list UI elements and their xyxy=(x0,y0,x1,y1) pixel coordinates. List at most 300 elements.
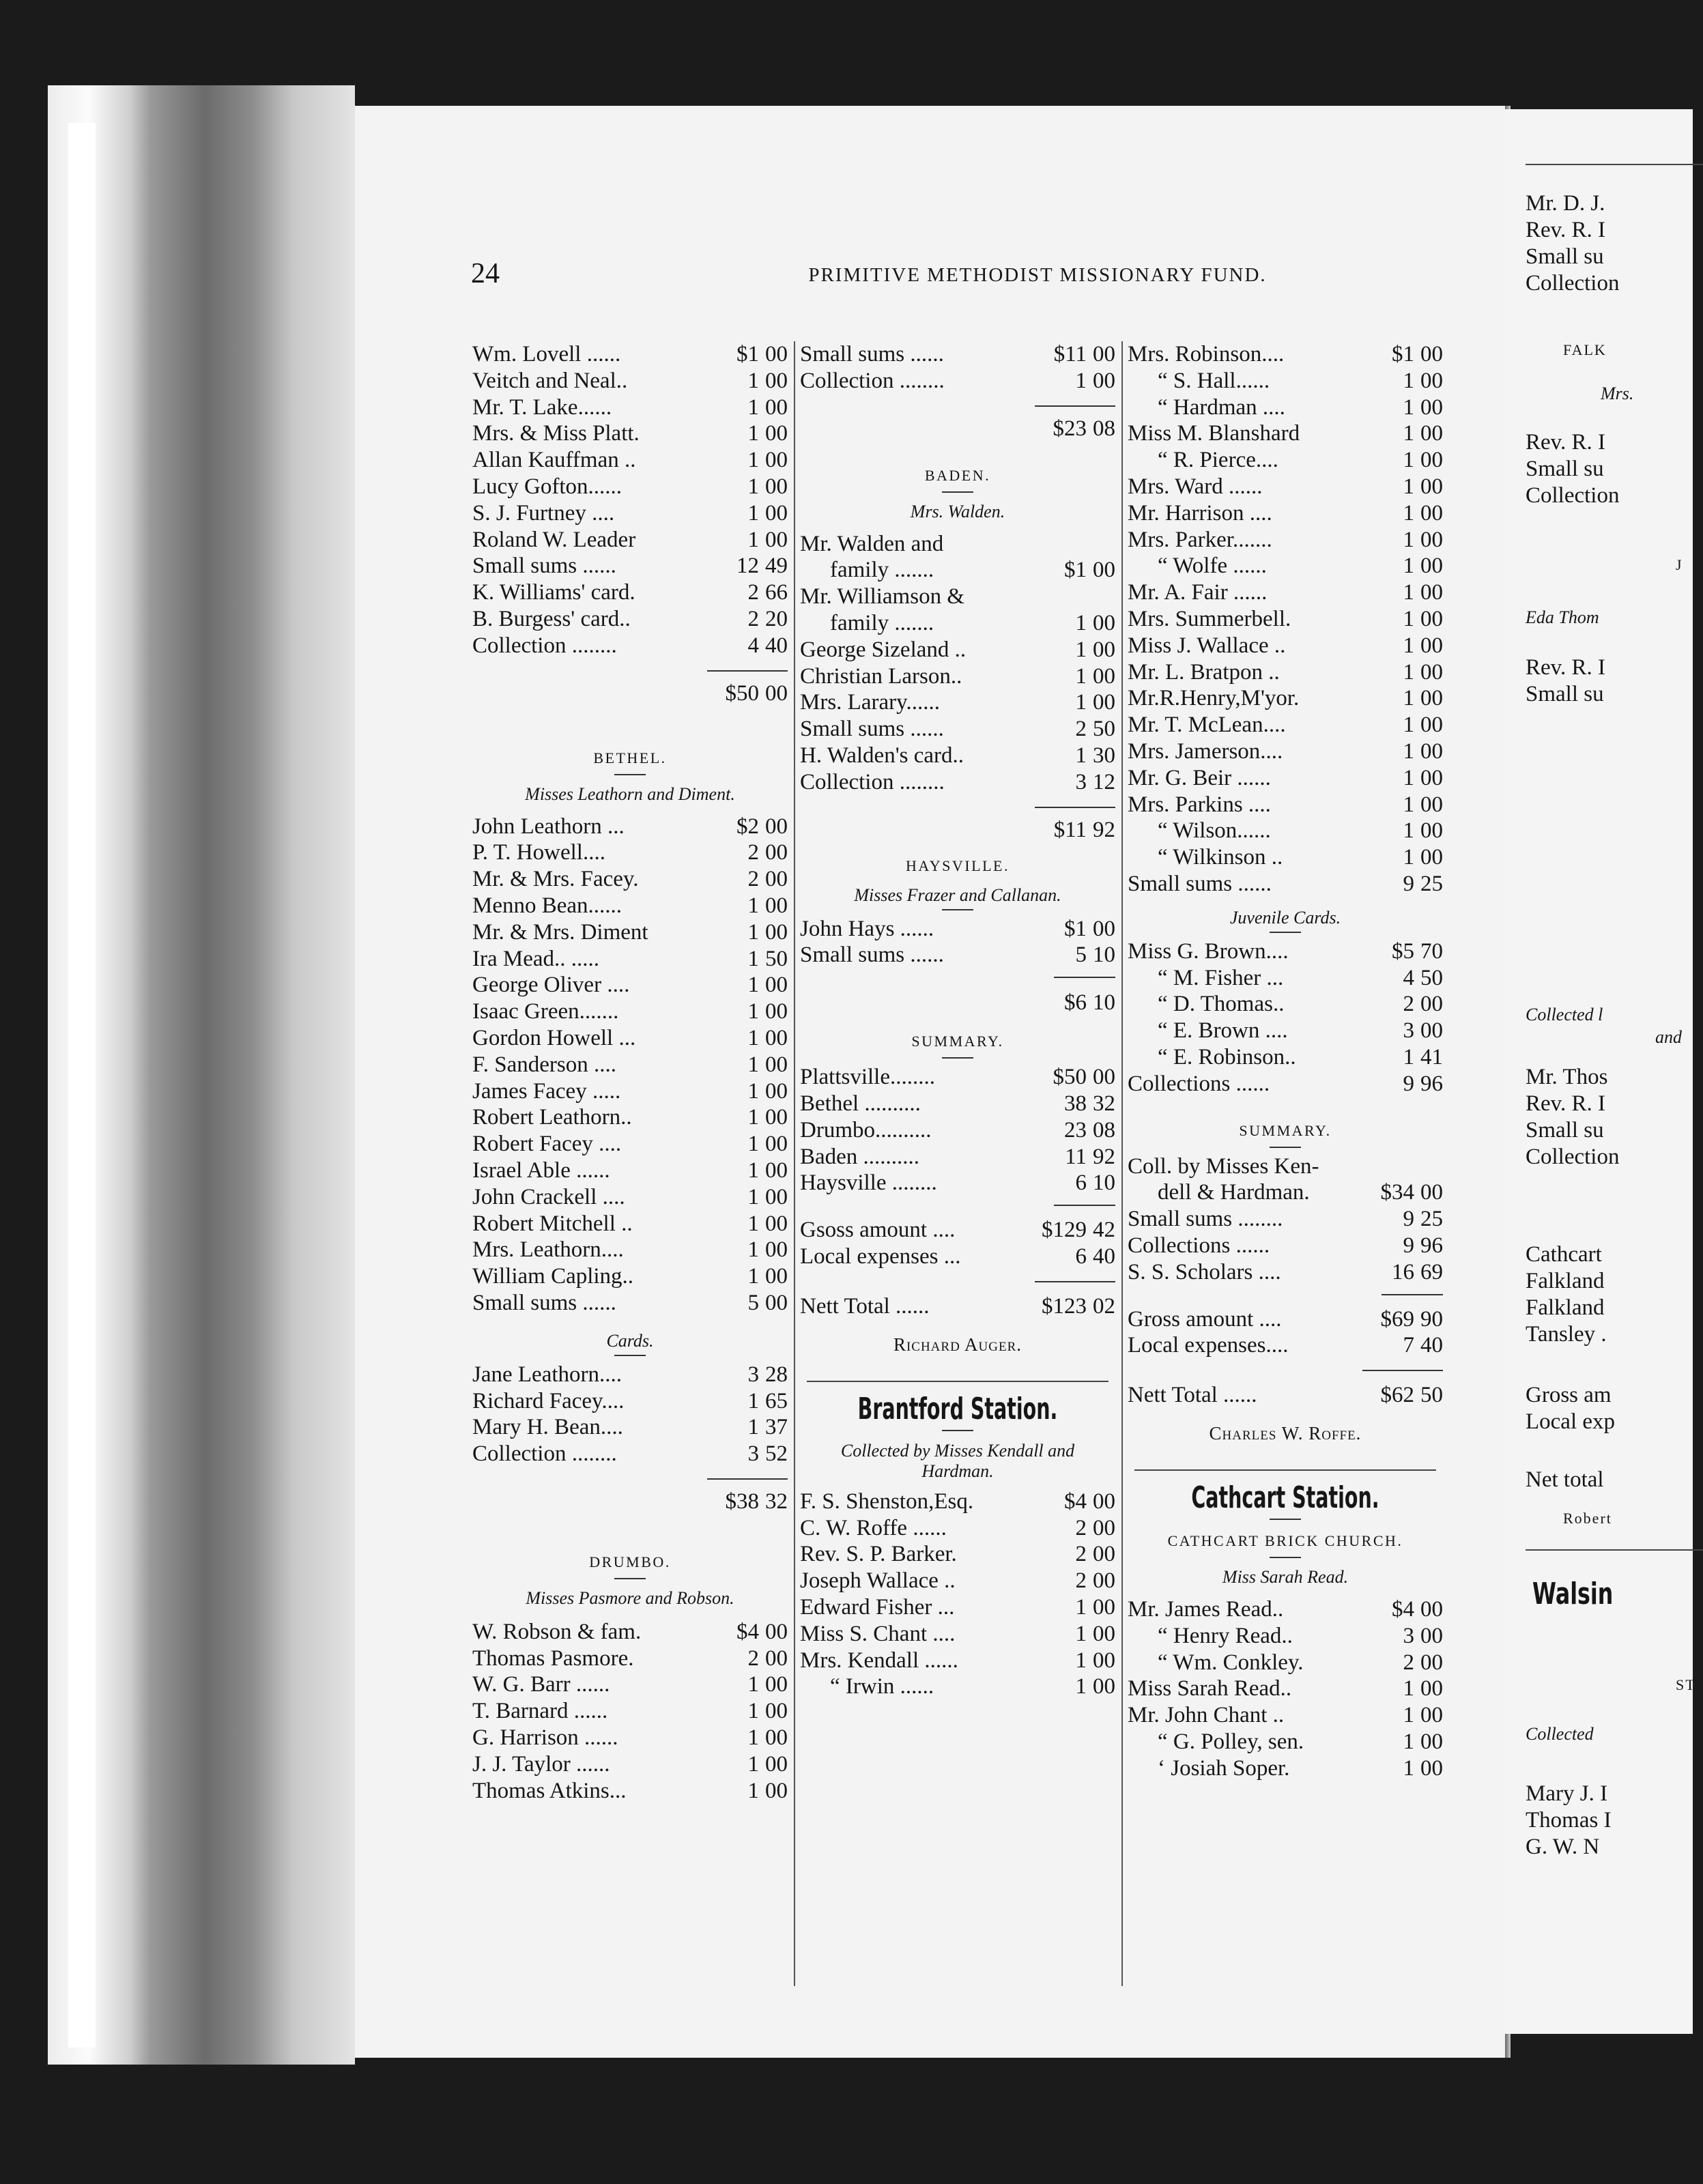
entry-cents: 00 xyxy=(1420,394,1443,420)
church-title: CATHCART BRICK CHURCH. xyxy=(1167,1532,1403,1550)
entry-name: Mr. John Chant .. xyxy=(1128,1703,1285,1728)
entry-name: Small sums ........ xyxy=(1128,1207,1283,1232)
entry-cents: 00 xyxy=(1420,580,1443,605)
entry-dollars: 2 xyxy=(1075,1515,1087,1540)
ledger-entry xyxy=(472,919,788,946)
entry-dollars: $2 xyxy=(736,814,759,839)
entry-cents: 00 xyxy=(765,893,788,918)
ledger-entry xyxy=(472,500,788,527)
entry-dollars: 9 xyxy=(1403,1233,1414,1258)
entry-cents: 25 xyxy=(1420,1207,1443,1232)
drumbo-total: $23 08 xyxy=(1053,416,1115,441)
cathcart-list xyxy=(1128,1596,1443,1782)
entry-dollars: 1 xyxy=(747,1672,759,1697)
entry-cents: 20 xyxy=(765,606,788,631)
ledger-page xyxy=(355,106,1505,2058)
ledger-entry xyxy=(800,716,1115,743)
entry-name: Mr. T. McLean.... xyxy=(1128,713,1286,738)
entry-dollars: 2 xyxy=(747,1646,759,1671)
entry-name: Collection ........ xyxy=(472,1441,617,1467)
entry-cents: 00 xyxy=(1093,637,1115,662)
entry-cents: 00 xyxy=(1420,606,1443,631)
entry-name: Rev. S. P. Barker. xyxy=(800,1542,957,1567)
entry-name: Miss S. Chant .... xyxy=(800,1621,956,1646)
entry-dollars: 1 xyxy=(1403,580,1414,605)
entry-cents: 00 xyxy=(765,394,788,420)
entry-cents: 00 xyxy=(765,1646,788,1671)
ledger-entry xyxy=(1128,738,1443,765)
entry-dollars: 1 xyxy=(747,421,759,446)
entry-dollars: 2 xyxy=(1403,1650,1414,1675)
ledger-entry xyxy=(1128,1233,1443,1259)
entry-name: Mr. G. Beir ...... xyxy=(1128,765,1271,790)
collector-names: Misses Pasmore and Robson. xyxy=(526,1587,734,1608)
entry-cents: 00 xyxy=(1093,690,1115,715)
entry-dollars: 9 xyxy=(1403,1071,1414,1096)
entry-dollars: $1 xyxy=(736,342,759,367)
entry-cents: 96 xyxy=(1420,1233,1443,1258)
entry-dollars: 1 xyxy=(747,919,759,945)
ledger-entry xyxy=(1128,871,1443,897)
collector-names: Mrs. Walden. xyxy=(910,501,1005,521)
column-3 xyxy=(1128,341,1443,1782)
entry-cents: 00 xyxy=(1420,686,1443,711)
entry-name: Mrs. Summerbell. xyxy=(1128,606,1291,631)
entry-cents: 00 xyxy=(1093,1674,1115,1699)
entry-cents: 41 xyxy=(1420,1044,1443,1069)
ledger-entry xyxy=(800,1673,1115,1700)
entry-dollars: 1 xyxy=(747,1388,759,1413)
adjacent-page-line: Mr. Thos xyxy=(1526,1065,1608,1089)
adjacent-page-line: Small su xyxy=(1526,244,1604,269)
entry-name: Miss G. Brown.... xyxy=(1128,938,1289,964)
ledger-entry xyxy=(472,1078,788,1105)
entry-dollars: 3 xyxy=(1403,1018,1414,1044)
entry-cents: 00 xyxy=(765,814,788,839)
entry-cents: 00 xyxy=(1420,554,1443,579)
section-title: SUMMARY. xyxy=(911,1033,1004,1050)
ledger-entry xyxy=(472,893,788,919)
adjacent-page-line: Tansley . xyxy=(1526,1322,1607,1347)
entry-dollars: 1 xyxy=(1075,1674,1087,1699)
entry-name: Collections ...... xyxy=(1128,1233,1270,1258)
ledger-entry: Mr. Walden and xyxy=(800,531,944,556)
local-expenses: Local expenses ... 6 40 xyxy=(800,1244,1115,1269)
ledger-entry xyxy=(1128,712,1443,738)
entry-name: G. Harrison ...... xyxy=(472,1725,618,1751)
entry-dollars: 1 xyxy=(747,1725,759,1751)
ledger-entry xyxy=(1128,474,1443,500)
ledger-entry xyxy=(472,1725,788,1751)
ledger-entry xyxy=(472,474,788,500)
entry-dollars: 1 xyxy=(1403,738,1414,764)
adjacent-page-line: Collection xyxy=(1526,271,1620,296)
ledger-entry xyxy=(472,1104,788,1131)
sub-rule xyxy=(1270,1519,1301,1520)
section-separator xyxy=(1526,1549,1703,1551)
entry-dollars: 1 xyxy=(1075,743,1087,768)
entry-name: George Oliver .... xyxy=(472,973,630,998)
entry-cents: 00 xyxy=(765,973,788,998)
entry-name: J. J. Taylor ...... xyxy=(472,1751,610,1777)
entry-name: Wm. Lovell ...... xyxy=(472,342,621,367)
entry-cents: 00 xyxy=(765,867,788,892)
entry-name: “ Irwin ...... xyxy=(830,1674,934,1699)
entry-cents: 00 xyxy=(1420,421,1443,446)
entry-dollars: $1 xyxy=(1392,342,1414,367)
adjacent-page-line: Cathcart xyxy=(1526,1242,1602,1267)
entry-cents: 70 xyxy=(1420,938,1443,964)
entry-name: Robert Leathorn.. xyxy=(472,1105,632,1130)
entry-dollars: 1 xyxy=(747,500,759,526)
entry-name: W. G. Barr ...... xyxy=(472,1672,610,1697)
adjacent-page-line: Mary J. I xyxy=(1526,1781,1608,1806)
entry-dollars: 1 xyxy=(747,973,759,998)
signature: Charles W. Roffe. xyxy=(1209,1423,1362,1444)
entry-dollars: 1 xyxy=(747,1778,759,1803)
ledger-entry xyxy=(800,916,1115,943)
entry-name: S. S. Scholars .... xyxy=(1128,1259,1281,1284)
entry-cents: 08 xyxy=(1093,1117,1115,1143)
ledger-entry xyxy=(1128,792,1443,818)
entry-name: Mrs. Larary...... xyxy=(800,690,940,715)
entry-cents: 00 xyxy=(1420,474,1443,499)
ledger-entry xyxy=(1128,553,1443,579)
entry-cents: 00 xyxy=(765,1699,788,1724)
entry-dollars: 1 xyxy=(747,368,759,393)
entry-cents: 00 xyxy=(1093,1621,1115,1646)
entry-cents: 00 xyxy=(1093,663,1115,689)
entry-dollars: 1 xyxy=(1075,663,1087,689)
ledger-entry xyxy=(1128,1755,1443,1782)
entry-dollars: 1 xyxy=(747,1105,759,1130)
entry-name: C. W. Roffe ...... xyxy=(800,1515,947,1540)
section-title: BETHEL. xyxy=(593,749,667,766)
entry-cents: 00 xyxy=(765,1184,788,1209)
entry-dollars: 12 xyxy=(736,554,759,579)
entry-dollars: 1 xyxy=(1403,713,1414,738)
ledger-entry xyxy=(1128,659,1443,686)
total-rule xyxy=(800,394,1115,415)
entry-name: Jane Leathorn.... xyxy=(472,1362,622,1387)
entry-dollars: 1 xyxy=(1403,368,1414,393)
section-separator xyxy=(1134,1469,1436,1471)
entry-dollars: 1 xyxy=(1403,659,1414,685)
drumbo-continued-list xyxy=(800,341,1115,394)
adjacent-page-line: and xyxy=(1655,1027,1682,1047)
entry-cents: 00 xyxy=(765,1105,788,1130)
ledger-entry xyxy=(1128,368,1443,394)
total-rule xyxy=(1128,1286,1443,1306)
entry-cents: 00 xyxy=(1420,713,1443,738)
entry-cents: 00 xyxy=(765,368,788,393)
entry-dollars: 1 xyxy=(747,1052,759,1077)
adjacent-page-line: Falkland xyxy=(1526,1295,1605,1320)
entry-cents: 00 xyxy=(1093,342,1115,367)
adjacent-page-line: Falkland xyxy=(1526,1269,1605,1293)
entry-name: “ G. Polley, sen. xyxy=(1158,1729,1304,1755)
entry-name: H. Walden's card.. xyxy=(800,743,964,768)
entry-name: “ S. Hall...... xyxy=(1158,368,1270,393)
ledger-entry xyxy=(1128,420,1443,447)
haysville-list xyxy=(800,916,1115,969)
entry-name: Robert Mitchell .. xyxy=(472,1211,633,1236)
entry-dollars: 1 xyxy=(747,1132,759,1157)
adjacent-page-line: Rev. R. I xyxy=(1526,655,1606,680)
ledger-entry xyxy=(472,1025,788,1052)
entry-name: Mr. James Read.. xyxy=(1128,1597,1284,1622)
ledger-entry xyxy=(800,1594,1115,1621)
section-separator xyxy=(1526,164,1703,165)
adjacent-page-line: Mrs. xyxy=(1601,384,1634,403)
ledger-entry xyxy=(472,1290,788,1317)
entry-name: Miss Sarah Read.. xyxy=(1128,1676,1292,1701)
ledger-entry xyxy=(1128,991,1443,1018)
entry-name: “ Wolfe ...... xyxy=(1158,554,1267,579)
entry-cents: 00 xyxy=(1093,1568,1115,1594)
entry-cents: 00 xyxy=(1093,1489,1115,1514)
entry-cents: 00 xyxy=(1420,1755,1443,1781)
ledger-entry xyxy=(472,1751,788,1778)
ledger-entry xyxy=(472,553,788,579)
entry-dollars: 1 xyxy=(1075,368,1087,393)
ledger-entry xyxy=(472,998,788,1025)
ledger-entry xyxy=(1128,500,1443,527)
ledger-entry: Mr. Williamson & xyxy=(800,584,964,609)
ledger-entry xyxy=(800,1064,1115,1091)
column-1 xyxy=(472,341,788,1804)
entry-name: Thomas Atkins... xyxy=(472,1778,627,1803)
sub-rule xyxy=(942,1430,973,1431)
entry-name: Mrs. Ward ...... xyxy=(1128,474,1263,499)
entry-cents: 00 xyxy=(1420,1597,1443,1622)
entry-dollars: 1 xyxy=(747,1264,759,1289)
entry-cents: 00 xyxy=(1093,1648,1115,1673)
total-rule xyxy=(800,968,1115,989)
entry-cents: 00 xyxy=(1420,342,1443,367)
entry-dollars: 3 xyxy=(1403,1623,1414,1648)
entry-name: S. J. Furtney .... xyxy=(472,500,615,526)
entry-dollars: 2 xyxy=(1075,1542,1087,1567)
entry-name: F. S. Shenston,Esq. xyxy=(800,1489,974,1514)
ledger-entry xyxy=(800,663,1115,690)
entry-dollars: 2 xyxy=(747,580,759,605)
entry-name: Mr. & Mrs. Diment xyxy=(472,919,648,945)
entry-name: Mrs. Leathorn.... xyxy=(472,1237,624,1263)
entry-name: W. Robson & fam. xyxy=(472,1619,642,1644)
ledger-entry xyxy=(1128,1702,1443,1729)
adjacent-page-line: Rev. R. I xyxy=(1526,430,1606,455)
ledger-entry xyxy=(800,1541,1115,1568)
entry-cents: 49 xyxy=(765,554,788,579)
entry-dollars: 1 xyxy=(1403,765,1414,790)
entry-cents: 25 xyxy=(1420,871,1443,896)
entry-dollars: 1 xyxy=(1075,1594,1087,1620)
ledger-entry xyxy=(800,743,1115,769)
ledger-entry xyxy=(1128,1596,1443,1623)
entry-cents: 40 xyxy=(765,633,788,658)
local-expenses: Local expenses.... 7 40 xyxy=(1128,1333,1443,1358)
ledger-entry xyxy=(472,394,788,421)
entry-dollars: 3 xyxy=(1075,769,1087,794)
entry-dollars: 1 xyxy=(747,946,759,971)
entry-name: Israel Able ...... xyxy=(472,1158,610,1183)
entry-name: Small sums ...... xyxy=(1128,871,1272,896)
section-title: SUMMARY. xyxy=(1239,1121,1332,1139)
ledger-entry: family ....... 1 00 xyxy=(830,610,1115,635)
entry-cents: 00 xyxy=(1093,1515,1115,1540)
ledger-entry xyxy=(1128,527,1443,554)
entry-name: Mr. L. Bratpon .. xyxy=(1128,659,1280,685)
entry-cents: 00 xyxy=(765,1778,788,1803)
sub-rule xyxy=(942,491,973,493)
entry-name: P. T. Howell.... xyxy=(472,840,605,865)
ledger-entry xyxy=(472,814,788,840)
entry-cents: 00 xyxy=(1093,1065,1115,1090)
gross-amount: Gsoss amount .... $129 42 xyxy=(800,1218,1115,1243)
adjacent-page-line: Small su xyxy=(1526,682,1604,706)
adjacent-page-line: ST xyxy=(1676,1676,1696,1693)
entry-name: T. Barnard ...... xyxy=(472,1699,608,1724)
entry-cents: 00 xyxy=(1420,738,1443,764)
collector-names: Misses Leathorn and Diment. xyxy=(525,784,735,804)
haysville-total: $6 10 xyxy=(1064,990,1115,1016)
juvenile-cards-heading: Juvenile Cards. xyxy=(1229,907,1341,928)
entry-cents: 32 xyxy=(1093,1091,1115,1116)
entry-name: “ Wm. Conkley. xyxy=(1158,1650,1304,1675)
entry-cents: 00 xyxy=(1420,527,1443,552)
plattsville-list xyxy=(472,341,788,659)
sub-rule xyxy=(942,1057,973,1059)
entry-cents: 00 xyxy=(765,1264,788,1289)
entry-dollars: 1 xyxy=(1403,448,1414,473)
ledger-entry xyxy=(800,1621,1115,1648)
ledger-entry xyxy=(472,839,788,866)
entry-name: Mr. & Mrs. Facey. xyxy=(472,867,639,892)
entry-cents: 00 xyxy=(1420,633,1443,658)
entry-dollars: 2 xyxy=(1403,992,1414,1017)
ledger-entry xyxy=(472,1646,788,1672)
entry-name: Veitch and Neal.. xyxy=(472,368,628,393)
entry-dollars: $4 xyxy=(736,1619,759,1644)
entry-cents: 00 xyxy=(765,474,788,499)
signature: Richard Auger. xyxy=(893,1334,1022,1355)
entry-dollars: 1 xyxy=(747,1211,759,1236)
ledger-entry xyxy=(472,1698,788,1725)
entry-dollars: 5 xyxy=(747,1290,759,1315)
entry-name: John Hays ...... xyxy=(800,916,934,941)
entry-name: Bethel .......... xyxy=(800,1091,921,1116)
entry-cents: 00 xyxy=(765,1725,788,1751)
entry-cents: 00 xyxy=(765,1237,788,1263)
entry-dollars: 1 xyxy=(1075,1621,1087,1646)
adjacent-page-line: Mr. D. J. xyxy=(1526,191,1605,216)
entry-dollars: 1 xyxy=(1403,1755,1414,1781)
ledger-entry xyxy=(1128,1676,1443,1702)
entry-cents: 00 xyxy=(1420,765,1443,790)
entry-dollars: 1 xyxy=(1403,421,1414,446)
ledger-entry xyxy=(800,1489,1115,1515)
ledger-entry xyxy=(472,633,788,659)
ledger-entry xyxy=(800,1117,1115,1144)
entry-cents: 52 xyxy=(765,1441,788,1467)
entry-cents: 00 xyxy=(1420,1650,1443,1675)
entry-name: Ira Mead.. ..... xyxy=(472,946,600,971)
collector-names: Miss Sarah Read. xyxy=(1222,1567,1349,1587)
summary-list xyxy=(1128,1206,1443,1285)
ledger-entry xyxy=(800,1091,1115,1117)
ledger-entry xyxy=(472,1414,788,1441)
total-rule xyxy=(800,796,1115,816)
baden-total: $11 92 xyxy=(1053,817,1115,842)
gross-amount: Gross amount .... $69 90 xyxy=(1128,1306,1443,1332)
station-title: Cathcart Station. xyxy=(1191,1480,1379,1516)
entry-cents: 50 xyxy=(1420,965,1443,990)
entry-dollars: $5 xyxy=(1392,938,1414,964)
entry-name: “ E. Robinson.. xyxy=(1158,1044,1296,1069)
section-title: BADEN. xyxy=(924,466,991,484)
entry-cents: 37 xyxy=(765,1415,788,1440)
entry-name: Collection ........ xyxy=(472,633,617,658)
ledger-entry xyxy=(1128,818,1443,844)
entry-name: K. Williams' card. xyxy=(472,580,635,605)
entry-name: Mr. Harrison .... xyxy=(1128,500,1272,526)
collector-names: Misses Frazer and Callanan. xyxy=(854,885,1061,905)
entry-name: Mrs. Kendall ...... xyxy=(800,1648,958,1673)
entry-name: Collections ...... xyxy=(1128,1071,1270,1096)
entry-cents: 00 xyxy=(1093,1542,1115,1567)
ledger-entry xyxy=(472,368,788,394)
ledger-entry xyxy=(472,420,788,447)
ledger-entry xyxy=(800,368,1115,394)
entry-dollars: 11 xyxy=(1065,1144,1087,1169)
entry-dollars: 4 xyxy=(1403,965,1414,990)
entry-dollars: 5 xyxy=(1075,943,1087,968)
ledger-entry xyxy=(800,1144,1115,1170)
ledger-entry xyxy=(1128,447,1443,474)
ledger-entry xyxy=(472,1671,788,1698)
entry-cents: 00 xyxy=(1420,992,1443,1017)
entry-dollars: 1 xyxy=(747,999,759,1024)
entry-cents: 00 xyxy=(1093,1594,1115,1620)
ledger-entry xyxy=(800,637,1115,663)
ledger-entry xyxy=(1128,341,1443,368)
ledger-entry xyxy=(1128,685,1443,712)
entry-name: Haysville ........ xyxy=(800,1170,937,1196)
ledger-entry xyxy=(1128,765,1443,792)
ledger-entry xyxy=(800,1515,1115,1542)
entry-cents: 00 xyxy=(1420,1729,1443,1755)
entry-cents: 00 xyxy=(765,840,788,865)
entry-cents: 00 xyxy=(765,919,788,945)
entry-dollars: 1 xyxy=(1075,1648,1087,1673)
entry-name: Small sums ...... xyxy=(472,1290,616,1315)
entry-name: “ Wilkinson .. xyxy=(1158,845,1283,870)
entry-cents: 00 xyxy=(765,1132,788,1157)
ledger-entry xyxy=(472,1778,788,1805)
entry-dollars: 1 xyxy=(1403,633,1414,658)
entry-name: “ D. Thomas.. xyxy=(1158,992,1285,1017)
ledger-entry: Coll. by Misses Ken- xyxy=(1128,1153,1319,1179)
entry-name: Isaac Green....... xyxy=(472,999,619,1024)
ledger-entry: dell & Hardman. $34 00 xyxy=(1158,1180,1443,1205)
entry-name: Plattsville........ xyxy=(800,1065,935,1090)
entry-cents: 00 xyxy=(765,999,788,1024)
entry-cents: 00 xyxy=(765,1158,788,1183)
ledger-entry xyxy=(472,1184,788,1211)
ledger-entry xyxy=(800,689,1115,716)
ledger-entry xyxy=(472,972,788,998)
